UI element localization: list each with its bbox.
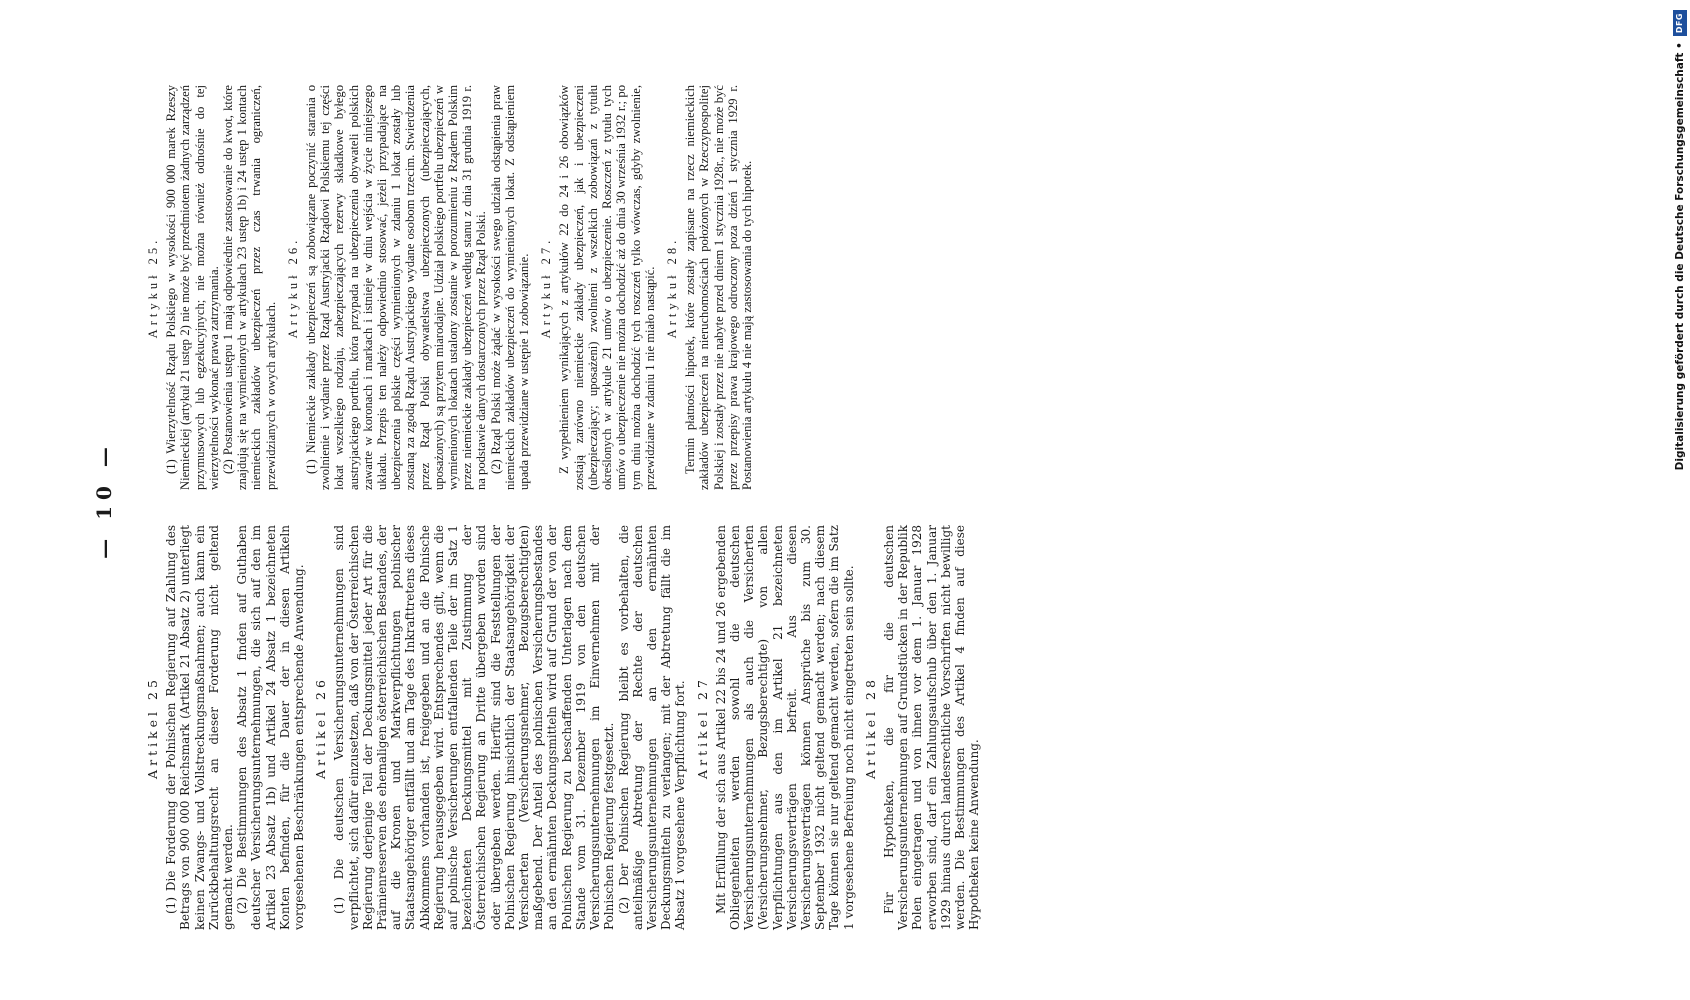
polish-paragraph: (2) Postanowienia ustępu 1 mają odpowiednie zastosowanie do kwot, które znajdują się na wymienionych w artykułach 23 ustęp 1b) i 24 ustęp 1 kontach niemieckich zakładów ubezpieczeń przez czas trwania ograniczeń, przewidzianych w owych artykułach. xyxy=(221,85,278,490)
german-paragraph: (1) Die deutschen Versicherungsunternehmungen sind verpflichtet, sich dafür einzusetzen, daß von der Österreichischen Regierung derjenige Teil der Deckungsmittel jeder Art für die Prämienreserven des ehemaligen österreichischen Bestandes, der auf die Kronen und Markverpflichtungen polnischer Staatsangehöriger entfällt und am Tage des Inkrafttretens dieses Abkommens vorhanden ist, freigegeben und an die Polnische Regierung herausgegeben wird. Entsprechendes gilt, wenn die auf polnische Versicherungen entfallenden Teile der im Satz 1 bezeichneten Deckungsmittel mit Zustimmung der Österreichischen Regierung an Dritte übergeben worden sind oder übergeben werden. Hierfür sind die Feststellungen der Polnischen Regierung hinsichtlich der Staatsangehörigkeit der Versicherten (Versicherungsnehmer, Bezugsberechtigten) maßgebend. Der Anteil des polnischen Versicherungsbestandes an den ermähnten Deckungsmitteln wird auf Grund der von der Polnischen Regierung zu beschaffenden Unterlagen nach dem Stande vom 31. Dezember 1919 von den deutschen Versicherungsunternehmungen im Einvernehmen mit der Polnischen Regierung festgesetzt. xyxy=(332,525,617,930)
german-article-heading: Artikel 28 xyxy=(862,676,878,779)
polish-paragraph: Termin płatności hipotek, które zostały zapisane na rzecz niemieckich zakładów ubezpieczeń na nieruchomościach położonych w Rzeczypospolitej Polskiej i zostały przez nie nabyte przed dniem 1 stycznia 1928r., nie może być przez przepisy prawa krajowego odroczony poza dzień 1 stycznia 1929 r. Postanowienia artykułu 4 nie mają zastosowania do tych hipotek. xyxy=(683,85,754,490)
german-paragraph: (1) Die Forderung der Polnischen Regierung auf Zahlung des Betrags von 900 000 Reichsmark (Artikel 21 Absatz 2) unterliegt keinen Zwangs- und Vollstreckungsmaßnahmen; auch kann ein Zurückbehaltungsrecht an dieser Forderung nicht geltend gemacht werden. xyxy=(164,525,236,930)
german-paragraph: (2) Der Polnischen Regierung bleibt es vorbehalten, die anteilmäßige Abtretung der Rechte der deutschen Versicherungsunternehmungen an den ermähnten Deckungsmitteln zu verlangen; mit der Abtretung fällt die im Absatz 1 vorgesehene Verpflichtung fort. xyxy=(616,525,688,930)
polish-article-heading: Artykuł 25. xyxy=(146,236,160,339)
polish-column xyxy=(138,85,754,490)
german-paragraph: (2) Die Bestimmungen des Absatz 1 finden auf Guthaben deutscher Versicherungsunternehmungen, die sich auf den im Artikel 23 Absatz 1b) und Artikel 24 Absatz 1 bezeichneten Konten befinden, für die Dauer der in diesen Artikeln vorgesehenen Beschränkungen entsprechende Anwendung. xyxy=(235,525,307,930)
german-column xyxy=(138,525,981,930)
german-paragraph: Mit Erfüllung der sich aus Artikel 22 bis 24 und 26 ergebenden Obliegenheiten werden sowohl die deutschen Versicherungsunternehmungen als auch die Versicherten (Versicherungsnehmer, Bezugsberechtigte) von allen Verpflichtungen aus den im Artikel 21 bezeichneten Versicherungsverträgen befreit. Aus diesen Versicherungsverträgen können Ansprüche bis zum 30. September 1932 nicht geltend gemacht werden; nach diesem Tage können sie nur geltend gemacht werden, sofern die im Satz 1 vorgesehene Befreiung noch nicht eingetreten sein sollte. xyxy=(713,525,856,930)
polish-paragraph: (2) Rząd Polski może żądać w wysokości swego udziału odstąpienia praw niemieckich zakładów ubezpieczeń do wymienionych lokat. Z odstąpieniem upada przewidziane w ustępie 1 zobowiązanie. xyxy=(488,85,532,490)
polish-article-heading: Artykuł 26. xyxy=(285,236,300,339)
polish-paragraph: Z wypełnieniem wynikających z artykułów 22 do 24 i 26 obowiązków zostają zarówno niemieckie zakłady ubezpieczeń, jak i ubezpieczeni (ubezpieczający; uposażeni) zwolnieni z wszelkich zobowiązań z tytułu określonych w artykule 21 umów o ubezpieczenie. Roszczeń z tytułu tych umów o ubezpieczenie nie można dochodzić aż do dnia 30 września 1932 r.; po tym dniu można dochodzić tych roszczeń tylko wówczas, gdyby zwolnienie, przewidziane w zdaniu 1 nie miało nastąpić. xyxy=(557,85,657,490)
german-article-heading: Artikel 27 xyxy=(694,676,710,779)
rotated-page xyxy=(92,70,1342,930)
polish-paragraph: (1) Niemieckie zakłady ubezpieczeń są zobowiązane poczynić starania o zwolnienie i wydanie przez Rząd Austryjacki Rządowi Polskiemu tej części lokat wszelkiego rodzaju, zabezpieczających rezerwy składkowe byłego austryjackiego portfelu, która przypada na ubezpieczenia obywateli polskich zawarte w koronach i markach i istnieje w dniu wejścia w życie niniejszego układu. Przepis ten należy odpowiednio stosować, jeżeli przypadające na ubezpieczenia polskie części wymienionych w zdaniu 1 lokat zostały lub zostaną za zgodą Rządu Austryjackiego wydane osobom trzecim. Stwierdzenia przez Rząd Polski obywatelstwa ubezpieczonych (ubezpieczających, uposażonych) są przytem miarodajne. Udział polskiego portfelu ubezpieczeń w wymienionych lokatach ustalony zostanie w porozumieniu z Rządem Polskim przez niemieckie zakłady ubezpieczeń według stanu z dnia 31 grudnia 1919 r. na podstawie danych dostarczonych przez Rząd Polski. xyxy=(304,85,489,490)
dfg-logo: DFG xyxy=(1673,10,1687,36)
polish-paragraph: (1) Wierzytelność Rządu Polskiego w wysokości 900 000 marek Rzeszy Niemieckiej (artykuł 21 ustęp 2) nie może być przedmiotem żadnych zarządzeń przymusowych lub egzekucyjnych; nie można również odnośnie do tej wierzytelności wykonać prawa zatrzymania. xyxy=(164,85,221,490)
german-paragraph: Für Hypotheken, die für die deutschen Versicherungsunternehmungen auf Grundstücken in der Republik Polen eingetragen und von ihnen vor dem 1. Januar 1928 erworben sind, darf ein Zahlungsaufschub über den 1. Januar 1929 hinaus durch landesrechtliche Vorschriften nicht bewilligt werden. Die Bestimmungen des Artikel 4 finden auf diese Hypotheken keine Anwendung. xyxy=(881,525,982,930)
polish-article-heading: Artykuł 27. xyxy=(539,236,554,339)
german-article-heading: Artikel 25 xyxy=(145,676,160,779)
german-article-heading: Artikel 26 xyxy=(313,676,329,779)
page-number: — 10 — xyxy=(92,441,116,559)
banner-text: Digitalisierung gefördert durch die Deutsche Forschungsgemeinschaft • xyxy=(1674,42,1686,471)
polish-article-heading: Artykuł 28. xyxy=(664,236,679,339)
digitization-banner xyxy=(1670,10,1690,990)
